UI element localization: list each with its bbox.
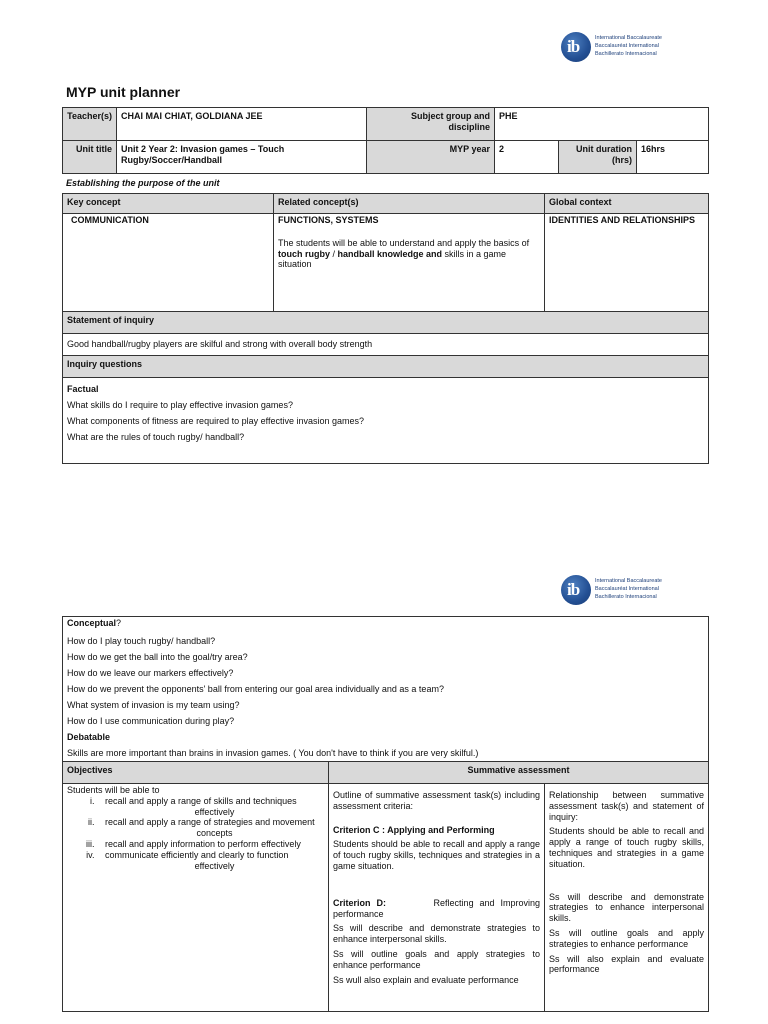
related-concepts-cell <box>274 214 545 312</box>
list-item: i. recall and apply a range of skills and techniques effectively <box>97 796 324 818</box>
related-concepts-value: FUNCTIONS, SYSTEMS <box>278 215 379 225</box>
relationship-item: Ss will also explain and evaluate performance <box>549 953 704 975</box>
teacher-label: Teacher(s) <box>63 108 117 141</box>
debatable-question: Skills are more important than brains in invasion games. ( You don't have to think if you are very skilful.) <box>67 748 479 758</box>
conceptual-debatable-cell <box>63 617 709 762</box>
conceptual-question: How do I use communication during play? <box>67 716 235 726</box>
related-concepts-label: Related concept(s) <box>274 194 545 214</box>
summative-label: Summative assessment <box>329 762 709 784</box>
statement-label: Statement of inquiry <box>63 312 709 334</box>
related-concepts-description: The students will be able to understand and apply the basics of touch rugby / handball knowledge and skills in a game situation <box>278 237 530 270</box>
myp-year-label: MYP year <box>367 141 495 174</box>
unit-header-table <box>62 107 709 174</box>
objectives-cell <box>63 784 329 1012</box>
criterion-d-item: Ss will describe and demonstrate strategies to enhance interpersonal skills. <box>333 923 540 945</box>
concepts-table <box>62 193 709 464</box>
ib-logo-icon: ib <box>561 32 591 62</box>
relationship-heading: Relationship between summative assessment task(s) and statement of inquiry: <box>549 790 704 822</box>
list-item: iii. recall and apply information to perform effectively <box>97 839 324 850</box>
ib-logo <box>561 32 681 66</box>
key-concept-value: COMMUNICATION <box>63 214 274 312</box>
conceptual-question: How do we prevent the opponents' ball from entering our goal area individually and as a team? <box>67 684 444 694</box>
global-context-value: IDENTITIES AND RELATIONSHIPS <box>545 214 709 312</box>
criterion-c: Criterion C : Applying and Performing <box>333 824 495 835</box>
unit-title-value: Unit 2 Year 2: Invasion games – Touch Rugby/Soccer/Handball <box>117 141 367 174</box>
relationship-description: Students should be able to recall and apply a range of touch rugby skills, techniques and strategies in a game situation. <box>549 826 704 869</box>
list-item: ii. recall and apply a range of strategies and movement concepts <box>97 817 324 839</box>
factual-question: What are the rules of touch rugby/ handball? <box>67 432 245 442</box>
ib-logo <box>561 575 681 609</box>
unit-duration-label: Unit duration (hrs) <box>559 141 637 174</box>
ib-logo-text: International Baccalaureate Baccalauréat International Bachillerato Internacional <box>595 35 662 57</box>
factual-questions-cell <box>63 378 709 464</box>
factual-label: Factual <box>67 384 99 394</box>
list-item: iv. communicate efficiently and clearly to function effectively <box>97 850 324 872</box>
conceptual-question: How do I play touch rugby/ handball? <box>67 636 216 646</box>
criterion-d-item: Ss will outline goals and apply strategies to enhance performance <box>333 948 540 970</box>
teacher-value: CHAI MAI CHIAT, GOLDIANA JEE <box>117 108 367 141</box>
relationship-item: Ss will describe and demonstrate strategies to enhance interpersonal skills. <box>549 891 704 924</box>
unit-title-label: Unit title <box>63 141 117 174</box>
conceptual-question: How do we leave our markers effectively? <box>67 668 234 678</box>
purpose-heading: Establishing the purpose of the unit <box>66 178 220 188</box>
objectives-intro: Students will be able to <box>67 785 160 795</box>
summative-outline-cell <box>329 784 545 1012</box>
relationship-item: Ss will outline goals and apply strategies to enhance performance <box>549 927 704 949</box>
criterion-d-item: Ss wull also explain and evaluate performance <box>333 974 519 985</box>
page-title: MYP unit planner <box>66 84 181 100</box>
global-context-label: Global context <box>545 194 709 214</box>
objectives-label: Objectives <box>63 762 329 784</box>
subject-value: PHE <box>495 108 709 141</box>
objectives-list <box>97 796 324 872</box>
conceptual-heading: Conceptual? <box>67 618 122 628</box>
statement-value: Good handball/rugby players are skilful and strong with overall body strength <box>63 334 709 356</box>
myp-year-value: 2 <box>495 141 559 174</box>
conceptual-question: How do we get the ball into the goal/try area? <box>67 652 248 662</box>
factual-question: What components of fitness are required to play effective invasion games? <box>67 416 364 426</box>
criterion-d: Criterion D: Reflecting and Improving performance <box>333 897 540 919</box>
summative-outline: Outline of summative assessment task(s) including assessment criteria: <box>333 790 540 811</box>
criterion-c-description: Students should be able to recall and apply a range of touch rugby skills, techniques and strategies in a game situation. <box>333 839 540 871</box>
relationship-cell <box>545 784 709 1012</box>
ib-logo-text: International Baccalaureate Baccalauréat International Bachillerato Internacional <box>595 578 662 600</box>
subject-label: Subject group and discipline <box>367 108 495 141</box>
conceptual-question: What system of invasion is my team using? <box>67 700 240 710</box>
inquiry-label: Inquiry questions <box>63 356 709 378</box>
unit-duration-value: 16hrs <box>637 141 709 174</box>
debatable-label: Debatable <box>67 732 111 742</box>
factual-question: What skills do I require to play effective invasion games? <box>67 400 293 410</box>
ib-logo-icon: ib <box>561 575 591 605</box>
key-concept-label: Key concept <box>63 194 274 214</box>
inquiry-continued-table <box>62 616 709 1012</box>
